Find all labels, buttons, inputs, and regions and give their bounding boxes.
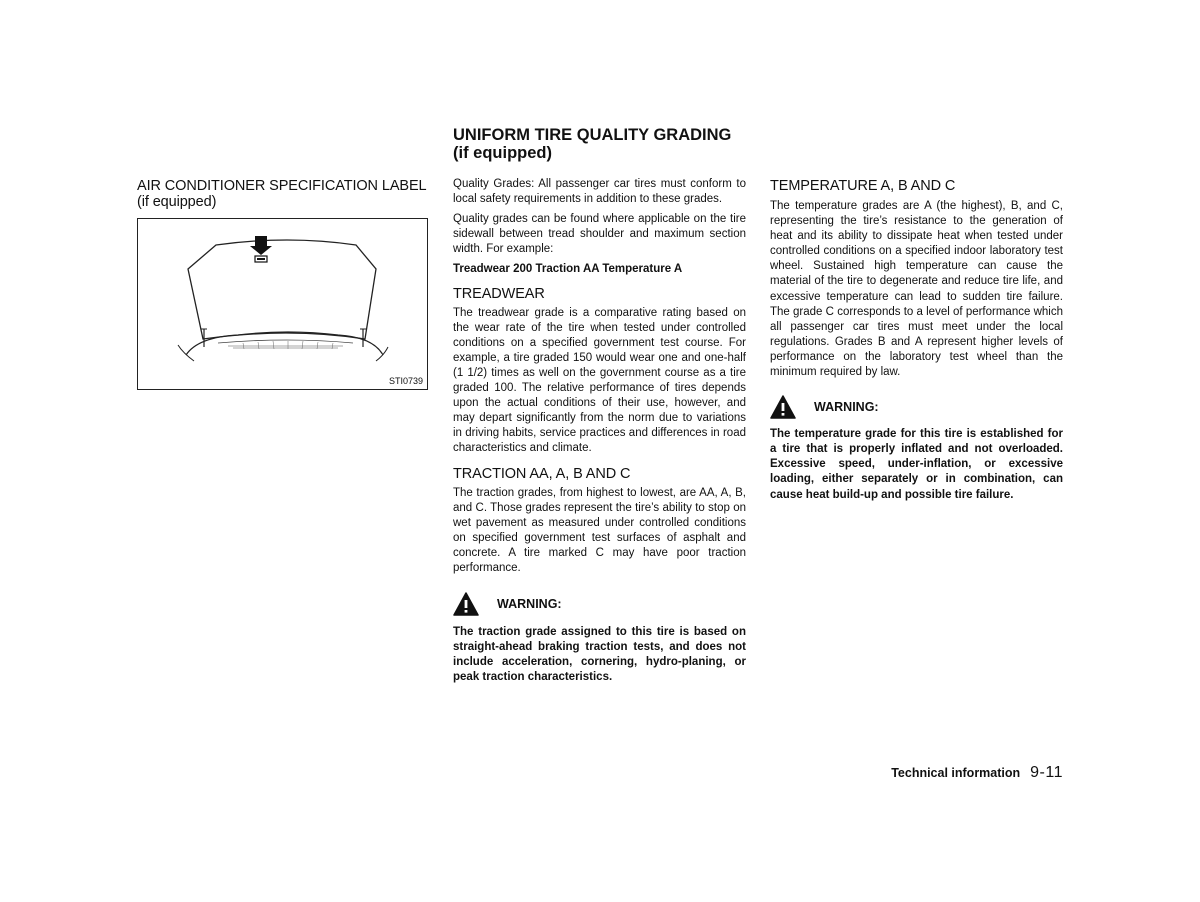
traction-warning-text: The traction grade assigned to this tire is based on straight-ahead braking traction tests, and does not include acceleration, cornering, hydro-planing, or peak traction characteristics.: [453, 626, 746, 684]
temperature-warning-header: [770, 392, 1063, 422]
warning-triangle-icon: [453, 592, 479, 616]
page-title-line2: (if equipped): [453, 144, 552, 162]
page-title: [453, 126, 753, 162]
quality-grades-paragraph: Quality Grades: All passenger car tires must conform to local safety requirements in addition to these grades.: [453, 178, 746, 206]
page-number: 9-11: [1030, 764, 1063, 781]
ac-label-heading: [137, 178, 437, 210]
open-hood-drawing: [138, 219, 427, 389]
middle-column: [453, 177, 746, 685]
temperature-heading: TEMPERATURE A, B AND C: [770, 178, 956, 194]
page-title-line1: UNIFORM TIRE QUALITY GRADING: [453, 126, 732, 144]
warning-label: WARNING:: [497, 597, 562, 612]
page-footer: [820, 764, 1063, 782]
treadwear-heading: TREADWEAR: [453, 285, 545, 302]
traction-warning-header: [453, 589, 746, 619]
grade-example: Treadwear 200 Traction AA Temperature A: [453, 263, 683, 276]
treadwear-paragraph: The treadwear grade is a comparative rating based on the wear rate of the tire when tested under controlled conditions on a specified government test course. For example, a tire graded 150 would wear one and one-half (1 1/2) times as well on the government course as a tire graded 100. The relative performance of tires depends upon the actual conditions of their use, however, and may depart significantly from the norm due to variations in driving habits, service practices and differences in road characteristics and climate.: [453, 306, 746, 455]
quality-location-paragraph: Quality grades can be found where applicable on the tire sidewall between tread shoulder and maximum section width. For example:: [453, 213, 746, 256]
footer-section-title: Technical information: [891, 766, 1021, 780]
warning-triangle-icon: [770, 395, 796, 419]
ac-label-heading-sub: (if equipped): [137, 194, 217, 210]
hood-illustration: [137, 218, 428, 390]
temperature-warning-text: The temperature grade for this tire is established for a tire that is properly inflated and not overloaded. Excessive speed, under-inflation, or excessive loading, either separately or in combination, can cause heat build-up and possible tire failure.: [770, 428, 1063, 501]
traction-paragraph: The traction grades, from highest to lowest, are AA, A, B, and C. Those grades represent the tire’s ability to stop on wet pavement as measured under controlled conditions on specified government test surfaces of asphalt and concrete. A tire marked C may have poor traction performance.: [453, 486, 746, 574]
arrow-down-icon: [250, 236, 272, 255]
temperature-paragraph: The temperature grades are A (the highest), B, and C, representing the tire’s resistance to the generation of heat and its ability to dissipate heat when tested under controlled conditions on a specified indoor laboratory test wheel. Sustained high temperature can cause the material of the tire to degenerate and reduce tire life, and excessive temperature can lead to sudden tire failure. The grade C corresponds to a level of performance which all passenger car tires must meet under the local regulations. Grades B and A represent higher levels of performance on the laboratory test wheel than the minimum required by law.: [770, 200, 1063, 379]
traction-heading: TRACTION AA, A, B AND C: [453, 465, 631, 482]
right-column: [770, 178, 1063, 503]
warning-label: WARNING:: [814, 400, 879, 415]
ac-label-heading-text: AIR CONDITIONER SPECIFICATION LABEL: [137, 178, 427, 194]
figure-code: STI0739: [388, 376, 423, 386]
